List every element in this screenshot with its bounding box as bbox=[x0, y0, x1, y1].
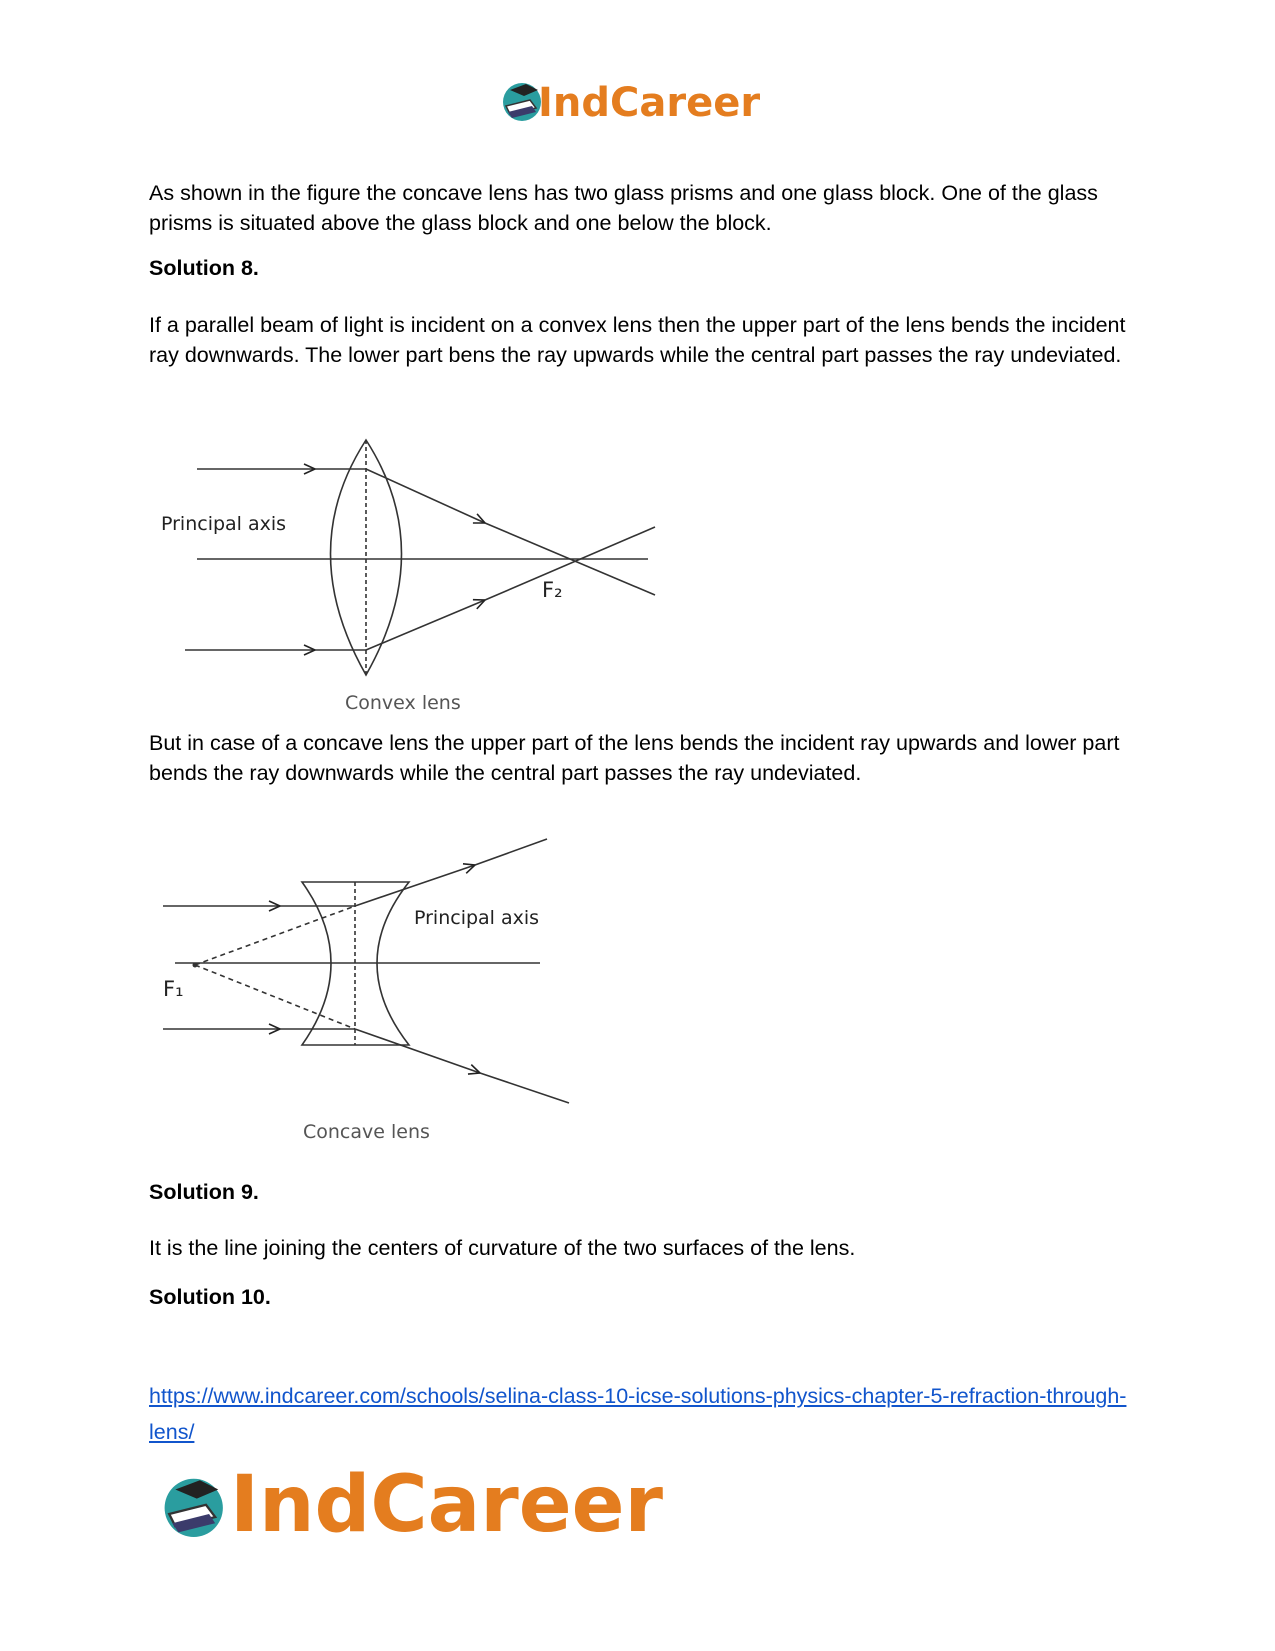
focus-point bbox=[193, 963, 198, 968]
source-link[interactable]: https://www.indcareer.com/schools/selina-class-10-icse-solutions-physics-chapter-5-refraction-through-lens/ bbox=[149, 1384, 1127, 1444]
solution-9-paragraph: It is the line joining the centers of curvature of the two surfaces of the lens. bbox=[149, 1236, 856, 1260]
solution-8-paragraph: If a parallel beam of light is incident on a convex lens then the upper part of the lens bends the incident ray downwards. The lower part bens the ray upwards while the central part passes the ray undeviated. bbox=[149, 313, 1126, 367]
logo-text: IndCareer bbox=[538, 80, 761, 126]
intro-paragraph: As shown in the figure the concave lens has two glass prisms and one glass block. One of the glass prisms is situated above the glass block and one below the block. bbox=[149, 181, 1098, 235]
concave-explanation-paragraph: But in case of a concave lens the upper part of the lens bends the incident ray upwards and lower part bends the ray downwards while the central part passes the ray undeviated. bbox=[149, 731, 1120, 785]
concave-caption: Concave lens bbox=[303, 1121, 430, 1143]
focus-label-f2: F₂ bbox=[542, 578, 563, 602]
convex-axis-label: Principal axis bbox=[161, 513, 287, 535]
indcareer-logo-bottom bbox=[160, 1460, 700, 1568]
solution-8-heading: Solution 8. bbox=[149, 256, 259, 280]
logo-text: IndCareer bbox=[230, 1460, 663, 1550]
refracted-ray-top bbox=[355, 865, 475, 906]
concave-axis-label: Principal axis bbox=[414, 907, 540, 929]
focus-label-f1: F₁ bbox=[163, 977, 184, 1001]
convex-caption: Convex lens bbox=[345, 692, 461, 714]
refracted-ray-top bbox=[366, 469, 485, 523]
indcareer-logo-top bbox=[500, 78, 780, 134]
concave-lens-diagram bbox=[155, 815, 595, 1155]
solution-10-heading: Solution 10. bbox=[149, 1285, 271, 1309]
refracted-ray-bottom bbox=[366, 600, 485, 650]
solution-9-heading: Solution 9. bbox=[149, 1180, 259, 1204]
refracted-ray-bottom bbox=[355, 1029, 480, 1073]
convex-lens-diagram bbox=[155, 430, 675, 720]
